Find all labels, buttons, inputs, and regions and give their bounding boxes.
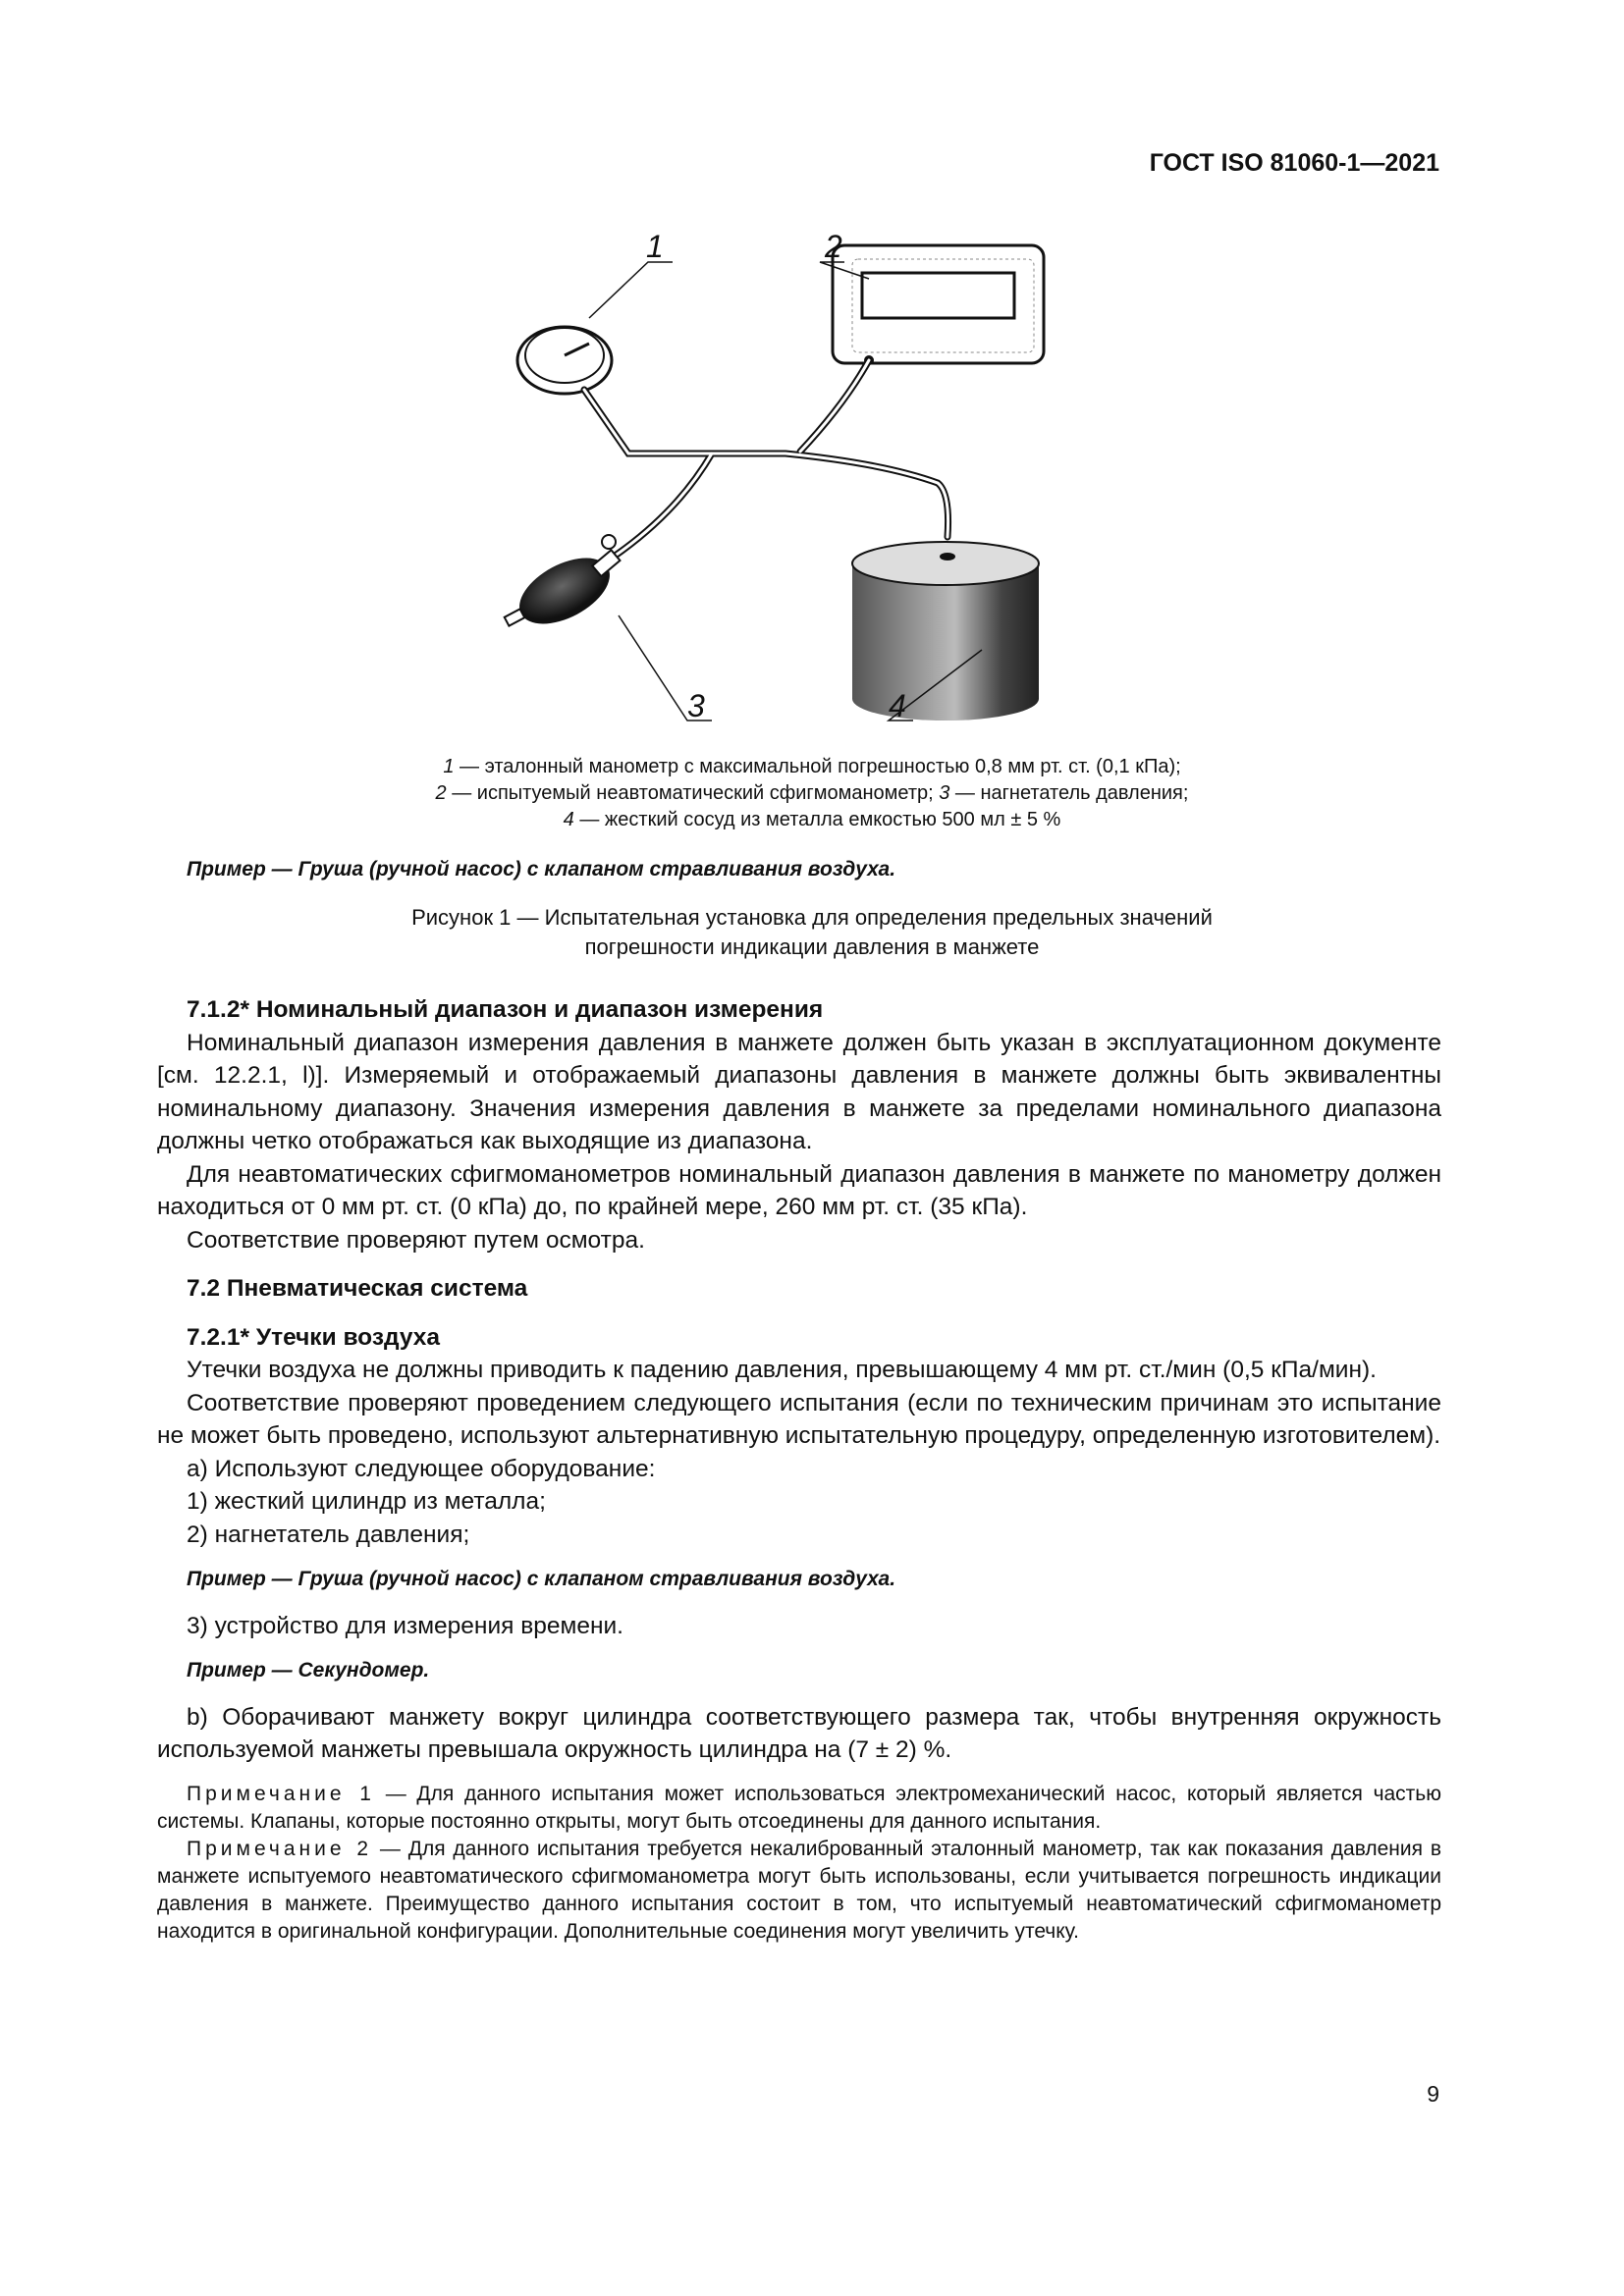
body-text [157, 993, 1441, 1946]
figure-example: Пример — Груша (ручной насос) с клапаном стравливания воздуха. [187, 858, 896, 881]
note-label: Примечание 1 [187, 1782, 375, 1805]
legend-text: — испытуемый неавтоматический сфигмоманометр; [446, 782, 940, 804]
example: Пример — Секундомер. [187, 1659, 430, 1682]
page-number: 9 [1427, 2081, 1439, 2107]
list-item: 1) жесткий цилиндр из металла; [187, 1488, 546, 1515]
example: Пример — Груша (ручной насос) с клапаном стравливания воздуха. [187, 1568, 896, 1590]
label-2: 2 [825, 229, 842, 264]
sphygmomanometer-icon [833, 245, 1044, 365]
list-item: 2) нагнетатель давления; [187, 1521, 470, 1548]
caption-line: Рисунок 1 — Испытательная установка для определения предельных значений [411, 905, 1213, 930]
section-heading: 7.2.1* Утечки воздуха [187, 1323, 441, 1351]
paragraph: Номинальный диапазон измерения давления в манжете должен быть указан в эксплуатационном документе [см. 12.2.1, l)]. Измеряемый и отображаемый диапазоны давления в манжете должны быть эквивалентны номинальному диапазону. Значения измерения давления в манжете за пределами номинального диапазона должны четко отображаться как выходящие из диапазона. [157, 1029, 1441, 1154]
note-2 [157, 1836, 1441, 1946]
list-item: b) Оборачивают манжету вокруг цилиндра соответствующего размера так, чтобы внутренняя окружность используемой манжеты превышала окружность цилиндра на (7 ± 2) %. [157, 1703, 1441, 1763]
legend-num: 1 [443, 756, 455, 777]
label-1: 1 [646, 229, 664, 264]
note-1 [157, 1781, 1441, 1836]
figure-legend [0, 754, 1624, 833]
notes [157, 1781, 1441, 1946]
note-label: Примечание 2 [187, 1837, 373, 1860]
figure-caption [0, 903, 1624, 962]
note-text: — Для данного испытания может использоваться электромеханический насос, который является частью системы. Клапаны, которые постоянно открыты, могут быть отсоединены для данного испытания. [157, 1782, 1441, 1833]
legend-text: — жесткий сосуд из металла емкостью 500 мл ± 5 % [573, 809, 1061, 830]
list-item: a) Используют следующее оборудование: [187, 1455, 656, 1482]
legend-num: 2 [435, 782, 447, 804]
document-header: ГОСТ ISO 81060-1—2021 [1149, 149, 1439, 177]
paragraph: Соответствие проверяют проведением следующего испытания (если по техническим причинам это испытание не может быть проведено, используют альтернативную испытательную процедуру, определенную изготовителем). [157, 1389, 1441, 1449]
reference-manometer-icon [517, 327, 612, 394]
caption-line: погрешности индикации давления в манжете [584, 934, 1040, 959]
section-heading: 7.1.2* Номинальный диапазон и диапазон измерения [187, 996, 824, 1023]
section-heading: 7.2 Пневматическая система [187, 1275, 528, 1302]
list-item: 3) устройство для измерения времени. [187, 1612, 623, 1639]
test-setup-figure [471, 218, 1080, 743]
note-text: — Для данного испытания требуется некалиброванный эталонный манометр, так как показания давления в манжете испытуемого неавтоматического сфигмоманометра могут быть использованы, если учитывается погрешность индикации давления в манжете. Преимущество данного испытания состоит в том, что испытуемый неавтоматический сфигмоманометр находится в оригинальной конфигурации. Дополнительные соединения могут увеличить утечку. [157, 1837, 1441, 1943]
label-3: 3 [687, 688, 705, 723]
legend-text: — эталонный манометр с максимальной погрешностью 0,8 мм рт. ст. (0,1 кПа); [454, 756, 1181, 777]
hand-pump-bulb-icon [505, 535, 621, 637]
metal-vessel-icon [852, 542, 1039, 721]
legend-num: 3 [939, 782, 950, 804]
label-4: 4 [889, 688, 906, 723]
paragraph: Для неавтоматических сфигмоманометров номинальный диапазон давления в манжете по манометру должен находиться от 0 мм рт. ст. (0 кПа) до, по крайней мере, 260 мм рт. ст. (35 кПа). [157, 1160, 1441, 1220]
paragraph: Соответствие проверяют путем осмотра. [187, 1226, 645, 1254]
paragraph: Утечки воздуха не должны приводить к падению давления, превышающему 4 мм рт. ст./мин (0,5 кПа/мин). [187, 1357, 1377, 1383]
legend-num: 4 [563, 809, 574, 830]
legend-text: — нагнетатель давления; [949, 782, 1189, 804]
